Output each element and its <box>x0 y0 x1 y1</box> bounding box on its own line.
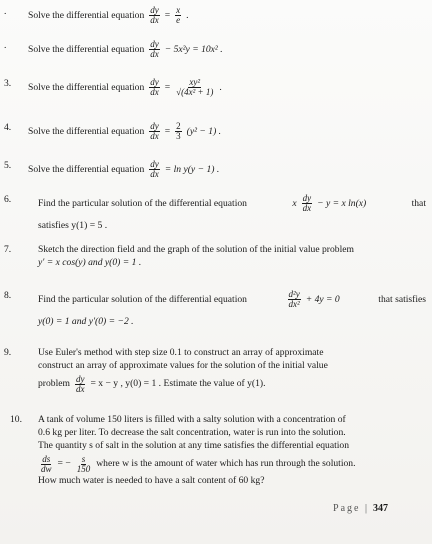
equation-lhs: $\frac{dy}{dx}$ <box>150 159 159 180</box>
problem-number: 10. <box>10 414 22 425</box>
problem-number: 9. <box>4 347 12 358</box>
equation-lhs: $\frac{ds}{dw}$ <box>41 453 52 475</box>
equation-rest: = x − y , y(0) = 1 . Estimate the value of y(1). <box>90 378 266 390</box>
initial-condition: y′ = x cos(y) and y(0) = 1 . <box>38 257 142 269</box>
problem-text: Find the particular solution of the differential equation <box>38 294 247 306</box>
problem-number: 8. <box>4 290 12 301</box>
equation-rest: (y² − 1) . <box>186 126 222 138</box>
equation-lhs: $\frac{dy}{dx}$ <box>150 39 159 60</box>
equation-lhs: $\frac{dy}{dx}$ <box>302 193 312 214</box>
equation-lhs: $\frac{dy}{dx}$ <box>150 121 159 142</box>
problem-number: . <box>4 40 7 51</box>
equation-coefficient: $\frac{2}{3}$ <box>176 121 181 142</box>
equation-lhs: $\frac{dy}{dx}$ <box>150 5 159 26</box>
problem-text: Solve the differential equation <box>28 44 145 56</box>
page-footer <box>333 503 388 514</box>
problem-text: Solve the differential equation <box>28 10 145 22</box>
problem-number: . <box>4 6 7 17</box>
problem-6: 6. Find the particular solution of the differential equation x $\frac{dy}{dx}$ − y = x ln(x) that satisfies y(1) = 5 . <box>4 193 426 231</box>
problem-9: 9. Use Euler's method with step size 0.1 to construct an array of approximate construct an array of approximate values for the solution of the initial value problem $\frac{dy}{dx}$ = x − y , y(0) = 1 . Estimate the value of y(1). <box>4 347 426 395</box>
problem-4: 4. Solve the differential equation $\frac{dy}{dx}$ = $\frac{2}{3}$ (y² − 1) . <box>4 121 222 142</box>
equation-lhs: $\frac{\text{d²y}}{\text{dx²}}$ <box>288 289 300 310</box>
problem-2 <box>4 40 426 60</box>
problem-1: . Solve the differential equation $\frac{dy}{dx}$ = $\frac{x}{e}$ . <box>4 5 189 26</box>
problem-text: Sketch the direction field and the graph of the solution of the initial value problem <box>38 244 354 255</box>
equation-rhs: $\frac{s}{150}$ <box>76 453 91 475</box>
problem-text: Use Euler's method with step size 0.1 to construct an array of approximate <box>38 347 324 358</box>
equation-rhs: $\frac{x}{e}$ <box>176 5 181 26</box>
problem-number: 5. <box>4 160 12 171</box>
problem-5 <box>4 160 426 180</box>
problem-7 <box>4 244 426 268</box>
page-number: 347 <box>373 503 388 514</box>
equation-lhs: $\frac{dy}{dx}$ <box>75 373 85 395</box>
equation-rhs: $\frac{\text{xy²}}{\text{√(4x² + 1)}}$ <box>176 77 214 98</box>
equation-rest: − 5x²y = 10x² . <box>164 44 223 56</box>
problem-text: Solve the differential equation <box>28 164 145 176</box>
problem-10: 10. A tank of volume 150 liters is filled with a salty solution with a concentration of 0.6 kg per liter. To decrease the salt concentration, water is run into the solution. The quantity s of salt in the solution at any time satisfies the differential equation $\frac{ds}{dw}$ = − $\frac{s}{150}$ where w is the amount of water which has run through the solution. How much water is needed to have a salt content of 60 kg? <box>4 414 426 488</box>
problem-number: 6. <box>4 194 12 205</box>
problem-text: Solve the differential equation <box>28 82 145 94</box>
page-label: Page | <box>333 503 369 514</box>
equation-lhs: $\frac{dy}{dx}$ <box>150 77 159 98</box>
initial-condition: satisfies y(1) = 5 . <box>38 219 108 231</box>
problem-number: 3. <box>4 78 12 89</box>
problem-text: Solve the differential equation <box>28 126 145 138</box>
problem-text-continued: construct an array of approximate values for the solution of the initial value <box>38 359 328 371</box>
problem-number: 4. <box>4 122 12 133</box>
problem-number: 7. <box>4 244 12 255</box>
initial-condition: y(0) = 1 and y′(0) = −2 . <box>38 315 134 327</box>
equation-rest: − y = x ln(x) <box>317 198 367 210</box>
equation-rest: + 4y = 0 <box>305 294 340 306</box>
problem-3: 3. Solve the differential equation $\frac{dy}{dx}$ = $\frac{\text{xy²}}{\text{√(4x² + 1)}}$ . <box>4 77 222 98</box>
equation-rest: = ln y(y − 1) . <box>164 164 220 176</box>
problem-text: A tank of volume 150 liters is filled with a salty solution with a concentration of <box>38 414 346 425</box>
problem-text: Find the particular solution of the differential equation <box>38 198 247 210</box>
problem-8: 8. Find the particular solution of the differential equation $\frac{\text{d²y}}{\text{dx²}}$ + 4y = 0 that satisfies y(0) = 1 and y′(0) = −2 . <box>4 289 426 327</box>
